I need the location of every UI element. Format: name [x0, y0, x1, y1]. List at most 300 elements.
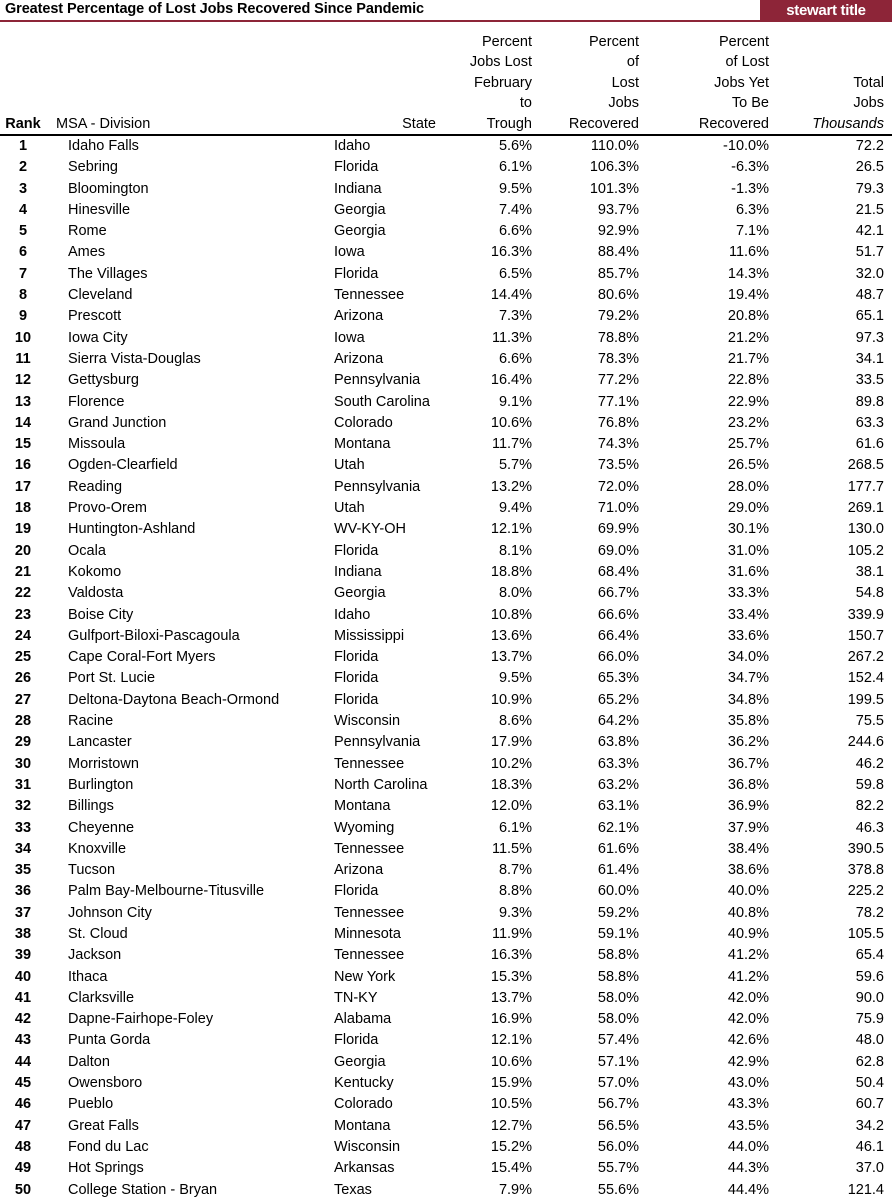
cell-msa-division: Cleveland: [68, 287, 133, 304]
cell-percent-jobs-lost: 8.6%: [498, 713, 532, 730]
table-row: [0, 392, 892, 413]
table-body: [0, 135, 892, 1201]
cell-total-jobs: 38.1: [855, 563, 884, 580]
cell-percent-recovered: 59.1%: [597, 925, 639, 942]
cell-rank: 24: [14, 627, 32, 644]
table-row: [0, 945, 892, 966]
cell-total-jobs: 48.7: [855, 287, 884, 304]
cell-percent-recovered: 73.5%: [597, 457, 639, 474]
cell-state: Tennessee: [334, 755, 405, 772]
cell-percent-jobs-lost: 7.3%: [498, 308, 532, 325]
cell-percent-yet: 42.0%: [727, 989, 769, 1006]
cell-percent-recovered: 56.5%: [597, 1117, 639, 1134]
cell-percent-recovered: 61.4%: [597, 862, 639, 879]
cell-rank: 4: [18, 201, 28, 218]
cell-percent-recovered: 92.9%: [597, 223, 639, 240]
cell-percent-yet: 36.9%: [727, 798, 769, 815]
cell-rank: 3: [18, 180, 28, 197]
cell-total-jobs: 105.2: [847, 542, 884, 559]
cell-msa-division: Ames: [68, 244, 106, 261]
cell-state: Florida: [334, 670, 379, 687]
cell-percent-yet: 40.0%: [727, 883, 769, 900]
cell-state: Florida: [334, 883, 379, 900]
cell-rank: 49: [14, 1160, 32, 1177]
cell-percent-yet: 42.9%: [727, 1053, 769, 1070]
cell-rank: 40: [14, 968, 32, 985]
cell-msa-division: St. Cloud: [68, 925, 128, 942]
cell-rank: 50: [14, 1181, 32, 1198]
cell-state: Utah: [334, 500, 365, 517]
cell-msa-division: Morristown: [68, 755, 139, 772]
cell-percent-jobs-lost: 13.6%: [490, 627, 532, 644]
cell-rank: 18: [14, 500, 32, 517]
cell-rank: 44: [14, 1053, 32, 1070]
cell-total-jobs: 46.2: [855, 755, 884, 772]
cell-state: Florida: [334, 542, 379, 559]
cell-percent-yet: 42.0%: [727, 1011, 769, 1028]
cell-percent-yet: 6.3%: [735, 201, 769, 218]
cell-percent-yet: 35.8%: [727, 713, 769, 730]
cell-percent-jobs-lost: 10.9%: [490, 691, 532, 708]
cell-total-jobs: 78.2: [855, 904, 884, 921]
cell-state: Tennessee: [334, 904, 405, 921]
cell-percent-yet: 14.3%: [727, 265, 769, 282]
report-header: [0, 0, 892, 22]
cell-percent-recovered: 57.1%: [597, 1053, 639, 1070]
cell-percent-recovered: 93.7%: [597, 201, 639, 218]
cell-percent-yet: 36.2%: [727, 734, 769, 751]
cell-total-jobs: 34.1: [855, 350, 884, 367]
cell-percent-yet: 41.2%: [727, 947, 769, 964]
cell-rank: 17: [14, 478, 32, 495]
cell-percent-yet: 44.3%: [727, 1160, 769, 1177]
cell-total-jobs: 26.5: [855, 159, 884, 176]
cell-percent-yet: 23.2%: [727, 414, 769, 431]
cell-percent-recovered: 56.0%: [597, 1138, 639, 1155]
cell-msa-division: Idaho Falls: [68, 138, 139, 154]
cell-total-jobs: 79.3: [855, 180, 884, 197]
cell-msa-division: Gulfport-Biloxi-Pascagoula: [68, 627, 240, 644]
cell-state: WV-KY-OH: [334, 521, 406, 538]
cell-rank: 29: [14, 734, 32, 751]
cell-total-jobs: 339.9: [847, 606, 884, 623]
cell-rank: 36: [14, 883, 32, 900]
cell-percent-jobs-lost: 9.5%: [498, 180, 532, 197]
cell-percent-recovered: 71.0%: [597, 500, 639, 517]
cell-state: TN-KY: [334, 989, 378, 1006]
cell-rank: 9: [18, 308, 28, 325]
column-header-msa: MSA - Division: [48, 24, 316, 135]
cell-percent-jobs-lost: 17.9%: [490, 734, 532, 751]
cell-state: Montana: [334, 1117, 391, 1134]
cell-total-jobs: 63.3: [855, 414, 884, 431]
cell-percent-recovered: 64.2%: [597, 713, 639, 730]
table-row: [0, 285, 892, 306]
table-row: [0, 370, 892, 391]
cell-msa-division: Burlington: [68, 776, 134, 793]
cell-total-jobs: 244.6: [847, 734, 884, 751]
cell-percent-yet: 34.7%: [727, 670, 769, 687]
cell-msa-division: Ocala: [68, 542, 106, 559]
cell-state: Arizona: [334, 862, 384, 879]
cell-state: Arkansas: [334, 1160, 395, 1177]
table-row: [0, 1052, 892, 1073]
cell-msa-division: Sebring: [68, 159, 118, 176]
cell-percent-recovered: 66.4%: [597, 627, 639, 644]
cell-percent-yet: 41.2%: [727, 968, 769, 985]
cell-rank: 19: [14, 521, 32, 538]
cell-percent-jobs-lost: 11.7%: [491, 436, 532, 453]
cell-msa-division: Huntington-Ashland: [68, 521, 196, 538]
cell-state: Wisconsin: [334, 713, 401, 730]
cell-rank: 1: [18, 138, 28, 154]
cell-state: Indiana: [334, 563, 382, 580]
cell-percent-recovered: 74.3%: [597, 436, 639, 453]
cell-msa-division: Great Falls: [68, 1117, 139, 1134]
table-row: [0, 1180, 892, 1201]
cell-percent-recovered: 77.1%: [597, 393, 639, 410]
table-row: [0, 818, 892, 839]
cell-state: Colorado: [334, 414, 393, 431]
cell-percent-yet: 21.7%: [727, 350, 769, 367]
cell-percent-recovered: 77.2%: [597, 372, 639, 389]
cell-total-jobs: 65.4: [855, 947, 884, 964]
table-row: [0, 434, 892, 455]
cell-rank: 26: [14, 670, 32, 687]
cell-percent-jobs-lost: 10.6%: [490, 414, 532, 431]
cell-percent-recovered: 80.6%: [597, 287, 639, 304]
cell-total-jobs: 54.8: [855, 585, 884, 602]
cell-msa-division: Punta Gorda: [68, 1032, 151, 1049]
cell-total-jobs: 50.4: [855, 1075, 884, 1092]
cell-percent-jobs-lost: 12.7%: [490, 1117, 532, 1134]
cell-rank: 39: [14, 947, 32, 964]
cell-percent-recovered: 66.6%: [597, 606, 639, 623]
table-row: [0, 1094, 892, 1115]
cell-percent-recovered: 65.3%: [597, 670, 639, 687]
cell-percent-jobs-lost: 9.1%: [498, 393, 532, 410]
cell-percent-jobs-lost: 6.6%: [498, 223, 532, 240]
table-row: [0, 881, 892, 902]
cell-percent-recovered: 63.8%: [597, 734, 639, 751]
cell-percent-jobs-lost: 15.2%: [490, 1138, 532, 1155]
cell-rank: 22: [14, 585, 32, 602]
cell-state: Colorado: [334, 1096, 393, 1113]
cell-total-jobs: 152.4: [847, 670, 884, 687]
cell-percent-yet: 38.6%: [727, 862, 769, 879]
cell-percent-recovered: 76.8%: [597, 414, 639, 431]
cell-total-jobs: 59.6: [855, 968, 884, 985]
cell-percent-recovered: 78.8%: [597, 329, 639, 346]
cell-msa-division: Bloomington: [68, 180, 149, 197]
cell-total-jobs: 33.5: [855, 372, 884, 389]
cell-rank: 10: [14, 329, 32, 346]
table-row: [0, 264, 892, 285]
cell-percent-yet: 40.8%: [727, 904, 769, 921]
cell-percent-yet: 30.1%: [727, 521, 769, 538]
cell-state: Iowa: [334, 244, 365, 261]
cell-percent-jobs-lost: 16.9%: [490, 1011, 532, 1028]
table-row: [0, 1073, 892, 1094]
cell-percent-jobs-lost: 12.1%: [490, 521, 532, 538]
column-header-percent-lost-jobs-recovered: Percent of Lost Jobs Recovered: [540, 24, 647, 135]
cell-total-jobs: 130.0: [847, 521, 884, 538]
cell-percent-yet: 31.6%: [727, 563, 769, 580]
cell-rank: 47: [14, 1117, 32, 1134]
cell-rank: 16: [14, 457, 32, 474]
cell-percent-recovered: 101.3%: [589, 180, 639, 197]
cell-percent-recovered: 72.0%: [597, 478, 639, 495]
cell-msa-division: Prescott: [68, 308, 122, 325]
jobs-recovery-table: [0, 24, 892, 1201]
cell-percent-jobs-lost: 6.6%: [498, 350, 532, 367]
cell-percent-recovered: 62.1%: [597, 819, 639, 836]
cell-percent-yet: 29.0%: [727, 500, 769, 517]
cell-rank: 45: [14, 1075, 32, 1092]
cell-rank: 12: [14, 372, 32, 389]
cell-msa-division: Racine: [68, 713, 114, 730]
cell-percent-jobs-lost: 7.9%: [498, 1181, 532, 1198]
cell-total-jobs: 21.5: [855, 201, 884, 218]
cell-percent-jobs-lost: 9.3%: [498, 904, 532, 921]
table-row: [0, 455, 892, 476]
cell-percent-recovered: 69.9%: [597, 521, 639, 538]
cell-msa-division: Deltona-Daytona Beach-Ormond: [68, 691, 280, 708]
cell-state: Florida: [334, 265, 379, 282]
cell-total-jobs: 60.7: [855, 1096, 884, 1113]
cell-percent-recovered: 88.4%: [597, 244, 639, 261]
cell-rank: 28: [14, 713, 32, 730]
cell-state: Tennessee: [334, 840, 405, 857]
cell-percent-jobs-lost: 15.3%: [490, 968, 532, 985]
cell-total-jobs: 390.5: [847, 840, 884, 857]
cell-state: Wyoming: [334, 819, 395, 836]
cell-percent-recovered: 56.7%: [597, 1096, 639, 1113]
cell-percent-yet: 22.9%: [727, 393, 769, 410]
table-row: [0, 690, 892, 711]
cell-percent-yet: 42.6%: [727, 1032, 769, 1049]
cell-rank: 43: [14, 1032, 32, 1049]
table-row: [0, 754, 892, 775]
cell-percent-jobs-lost: 18.3%: [490, 776, 532, 793]
cell-percent-yet: 43.0%: [727, 1075, 769, 1092]
cell-msa-division: Valdosta: [68, 585, 124, 602]
cell-msa-division: Sierra Vista-Douglas: [68, 350, 201, 367]
cell-percent-jobs-lost: 6.1%: [498, 159, 532, 176]
table-row: [0, 477, 892, 498]
cell-state: Indiana: [334, 180, 382, 197]
cell-state: Florida: [334, 1032, 379, 1049]
table-row: [0, 775, 892, 796]
table-row: [0, 796, 892, 817]
cell-percent-recovered: 63.3%: [597, 755, 639, 772]
cell-state: Georgia: [334, 1053, 386, 1070]
cell-percent-recovered: 110.0%: [590, 138, 639, 154]
cell-total-jobs: 75.5: [855, 713, 884, 730]
page-title: Greatest Percentage of Lost Jobs Recovered Since Pandemic: [5, 1, 424, 17]
cell-state: Georgia: [334, 223, 386, 240]
cell-msa-division: Palm Bay-Melbourne-Titusville: [68, 883, 265, 900]
cell-rank: 20: [14, 542, 32, 559]
table-row: [0, 179, 892, 200]
table-row: [0, 242, 892, 263]
cell-percent-yet: 40.9%: [727, 925, 769, 942]
table-row: [0, 328, 892, 349]
cell-percent-yet: 37.9%: [727, 819, 769, 836]
cell-percent-recovered: 57.4%: [597, 1032, 639, 1049]
cell-total-jobs: 199.5: [847, 691, 884, 708]
cell-msa-division: Ogden-Clearfield: [68, 457, 178, 474]
cell-state: Texas: [334, 1181, 372, 1198]
cell-percent-yet: 33.6%: [727, 627, 769, 644]
cell-state: Wisconsin: [334, 1138, 401, 1155]
cell-msa-division: Johnson City: [68, 904, 152, 921]
cell-msa-division: Boise City: [68, 606, 134, 623]
table-row: [0, 839, 892, 860]
cell-msa-division: Pueblo: [68, 1096, 114, 1113]
column-header-percent-jobs-lost: Percent Jobs Lost February to Trough: [438, 24, 540, 135]
logo-text: stewart title: [786, 1, 866, 19]
cell-percent-yet: 43.3%: [727, 1096, 769, 1113]
cell-msa-division: Kokomo: [68, 563, 122, 580]
column-header-total-jobs: Total Jobs Thousands: [777, 24, 892, 135]
table-row: [0, 626, 892, 647]
cell-msa-division: Owensboro: [68, 1075, 143, 1092]
cell-msa-division: Provo-Orem: [68, 500, 147, 517]
cell-msa-division: Missoula: [68, 436, 126, 453]
cell-msa-division: Cape Coral-Fort Myers: [68, 649, 216, 666]
cell-total-jobs: 267.2: [847, 649, 884, 666]
cell-percent-yet: 22.8%: [727, 372, 769, 389]
cell-rank: 46: [14, 1096, 32, 1113]
cell-percent-yet: 26.5%: [727, 457, 769, 474]
cell-percent-recovered: 106.3%: [589, 159, 639, 176]
table-row: [0, 519, 892, 540]
cell-percent-jobs-lost: 5.6%: [498, 138, 532, 154]
cell-percent-jobs-lost: 15.9%: [490, 1075, 532, 1092]
table-row: [0, 1137, 892, 1158]
cell-msa-division: Florence: [68, 393, 125, 410]
cell-percent-jobs-lost: 13.7%: [490, 989, 532, 1006]
cell-state: Arizona: [334, 350, 384, 367]
cell-percent-yet: 38.4%: [727, 840, 769, 857]
table-row: [0, 647, 892, 668]
cell-rank: 13: [14, 393, 32, 410]
cell-rank: 7: [18, 265, 28, 282]
table-row: [0, 583, 892, 604]
cell-percent-recovered: 63.1%: [597, 798, 639, 815]
cell-state: Florida: [334, 159, 379, 176]
cell-percent-yet: -6.3%: [731, 159, 769, 176]
cell-total-jobs: 48.0: [855, 1032, 884, 1049]
cell-percent-yet: 36.8%: [727, 776, 769, 793]
cell-percent-jobs-lost: 14.4%: [490, 287, 532, 304]
table-row: [0, 200, 892, 221]
cell-state: Montana: [334, 436, 391, 453]
cell-percent-jobs-lost: 11.5%: [491, 840, 532, 857]
table-row: [0, 157, 892, 178]
header-row: [0, 24, 892, 135]
cell-rank: 6: [18, 244, 28, 261]
table-row: [0, 306, 892, 327]
cell-rank: 23: [14, 606, 32, 623]
cell-percent-recovered: 65.2%: [597, 691, 639, 708]
cell-percent-jobs-lost: 13.7%: [490, 649, 532, 666]
cell-percent-yet: 7.1%: [735, 223, 769, 240]
cell-state: North Carolina: [334, 776, 428, 793]
cell-total-jobs: 46.3: [855, 819, 884, 836]
cell-percent-yet: 21.2%: [727, 329, 769, 346]
table-row: [0, 711, 892, 732]
cell-state: New York: [334, 968, 396, 985]
cell-percent-jobs-lost: 7.4%: [498, 201, 532, 218]
cell-percent-jobs-lost: 6.5%: [498, 265, 532, 282]
cell-state: Pennsylvania: [334, 478, 421, 495]
table-row: [0, 668, 892, 689]
cell-total-jobs: 72.2: [855, 138, 884, 154]
table-row: [0, 1009, 892, 1030]
cell-rank: 30: [14, 755, 32, 772]
cell-percent-jobs-lost: 8.8%: [498, 883, 532, 900]
cell-percent-jobs-lost: 12.1%: [490, 1032, 532, 1049]
cell-state: Idaho: [334, 606, 371, 623]
table-row: [0, 541, 892, 562]
cell-msa-division: The Villages: [68, 265, 148, 282]
cell-percent-yet: 44.4%: [727, 1181, 769, 1198]
cell-msa-division: Reading: [68, 478, 123, 495]
stewart-title-logo: [760, 0, 892, 20]
cell-msa-division: College Station - Bryan: [68, 1181, 218, 1198]
cell-percent-yet: 20.8%: [727, 308, 769, 325]
cell-percent-recovered: 57.0%: [597, 1075, 639, 1092]
table-row: [0, 924, 892, 945]
cell-percent-recovered: 60.0%: [597, 883, 639, 900]
cell-percent-jobs-lost: 10.5%: [490, 1096, 532, 1113]
cell-rank: 14: [14, 414, 32, 431]
cell-percent-yet: 28.0%: [727, 478, 769, 495]
cell-percent-yet: 33.3%: [727, 585, 769, 602]
cell-msa-division: Rome: [68, 223, 107, 240]
cell-percent-recovered: 58.0%: [597, 989, 639, 1006]
cell-total-jobs: 62.8: [855, 1053, 884, 1070]
cell-total-jobs: 105.5: [847, 925, 884, 942]
cell-total-jobs: 225.2: [847, 883, 884, 900]
cell-percent-jobs-lost: 13.2%: [490, 478, 532, 495]
cell-percent-jobs-lost: 11.9%: [491, 925, 532, 942]
cell-msa-division: Cheyenne: [68, 819, 135, 836]
table-row: [0, 860, 892, 881]
cell-rank: 42: [14, 1011, 32, 1028]
cell-percent-recovered: 58.8%: [597, 968, 639, 985]
cell-percent-jobs-lost: 10.6%: [490, 1053, 532, 1070]
cell-msa-division: Billings: [68, 798, 114, 815]
cell-state: Minnesota: [334, 925, 401, 942]
cell-total-jobs: 51.7: [855, 244, 884, 261]
cell-rank: 27: [14, 691, 32, 708]
cell-rank: 31: [14, 776, 32, 793]
cell-percent-jobs-lost: 10.8%: [490, 606, 532, 623]
cell-percent-yet: 34.0%: [727, 649, 769, 666]
cell-msa-division: Dalton: [68, 1053, 110, 1070]
cell-percent-yet: 11.6%: [728, 244, 769, 261]
cell-state: Alabama: [334, 1011, 392, 1028]
cell-percent-recovered: 59.2%: [597, 904, 639, 921]
cell-total-jobs: 268.5: [847, 457, 884, 474]
cell-total-jobs: 89.8: [855, 393, 884, 410]
cell-rank: 2: [18, 159, 28, 176]
cell-rank: 33: [14, 819, 32, 836]
cell-state: Tennessee: [334, 287, 405, 304]
